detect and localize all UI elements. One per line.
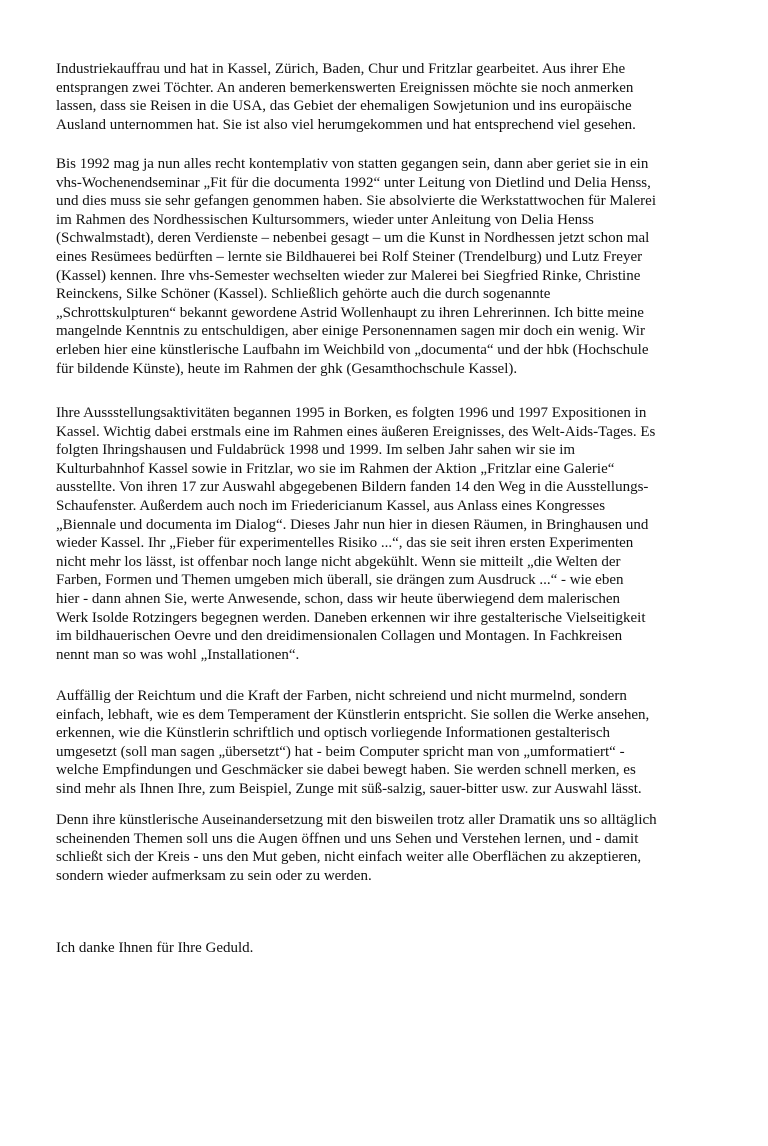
text-line: Bis 1992 mag ja nun alles recht kontemplativ von statten gegangen sein, dann aber geriet sie in ein xyxy=(56,156,649,172)
text-line: Auffällig der Reichtum und die Kraft der Farben, nicht schreiend und nicht murmelnd, sondern xyxy=(56,688,627,704)
text-line: einfach, lebhaft, wie es dem Temperament der Künstlerin entspricht. Sie sollen die Werke ansehen, xyxy=(56,706,650,723)
text-line: „Biennale und documenta im Dialog“. Dieses Jahr nun hier in diesen Räumen, in Bringhausen und xyxy=(56,516,649,533)
text-line: Industriekauffrau und hat in Kassel, Zürich, Baden, Chur und Fritzlar gearbeitet. Aus ihrer Ehe xyxy=(56,61,626,77)
text-line: lassen, dass sie Reisen in die USA, das Gebiet der ehemaligen Sowjetunion und ins europäische xyxy=(56,98,632,115)
closing-text: Ich danke Ihnen für Ihre Geduld. xyxy=(56,940,254,956)
text-line: umgesetzt (soll man sagen „übersetzt“) hat - beim Computer spricht man von „umformatiert“ - xyxy=(56,743,625,760)
text-line: wieder Kassel. Ihr „Fieber für experimentelles Risiko ...“, das sie seit ihren ersten Experimenten xyxy=(56,535,634,552)
text-line: erleben hier eine künstlerische Laufbahn im Weichbild von „documenta“ und der hbk (Hochschule xyxy=(56,341,649,358)
text-line: Denn ihre künstlerische Auseinandersetzung mit den bisweilen trotz aller Dramatik uns so alltäglich xyxy=(56,812,657,828)
text-line: Ihre Aussstellungsaktivitäten begannen 1995 in Borken, es folgten 1996 und 1997 Expositionen in xyxy=(56,405,647,421)
text-line: im Rahmen des Nordhessischen Kultursommers, wieder unter Anleitung von Delia Henss xyxy=(56,211,594,228)
text-line: „Schrottskulpturen“ bekannt gewordene Astrid Wollenhaupt zu ihren Lehrerinnen. Ich bitte meine xyxy=(56,304,644,321)
text-line: nicht mehr los lässt, ist offenbar noch lange nicht abgekühlt. Wenn sie mitteilt „die Welten der xyxy=(56,553,621,570)
text-line: für bildende Künste), heute im Rahmen der ghk (Gesamthochschule Kassel). xyxy=(56,360,518,377)
text-line: Werk Isolde Rotzingers begegnen werden. Daneben erkennen wir ihre gestalterische Vielseitigkeit xyxy=(56,609,646,626)
text-line: Reinckens, Silke Schöner (Kassel). Schließlich gehörte auch die durch sogenannte xyxy=(56,286,551,303)
text-line: mangelnde Kenntnis zu entschuldigen, aber einige Personennamen sagen mir doch ein wenig. Wir xyxy=(56,323,645,340)
text-line: eines Resümees bedürften – lernte sie Bildhauerei bei Rolf Steiner (Trendelburg) und Lutz Freyer xyxy=(56,248,643,265)
text-line: Kulturbahnhof Kassel sowie in Fritzlar, wo sie im Rahmen der Aktion „Fritzlar eine Galerie“ xyxy=(56,460,615,477)
text-line: erkennen, wie die Künstlerin schriftlich und optisch vorliegende Informationen gestalterisch xyxy=(56,725,610,742)
text-line: vhs-Wochenendseminar „Fit für die documenta 1992“ unter Leitung von Dietlind und Delia Henss, xyxy=(56,174,651,191)
text-line: scheinenden Themen soll uns die Augen öffnen und uns Sehen und Verstehen lernen, und - damit xyxy=(56,830,639,847)
text-line: Kassel. Wichtig dabei erstmals eine im Rahmen eines äußeren Ereignisses, des Welt-Aids-Tages. Es xyxy=(56,423,656,440)
text-line: Schaufenster. Außerdem auch noch im Friedericianum Kassel, aus Anlass eines Kongresses xyxy=(56,497,606,514)
text-line: entsprangen zwei Töchter. An anderen bemerkenswerten Ereignissen möchte sie noch anmerken xyxy=(56,79,634,96)
text-line: Ausland unternommen hat. Sie ist also viel herumgekommen und hat entsprechend viel gesehen. xyxy=(56,116,636,133)
text-line: folgten Ihringshausen und Fuldabrück 1998 und 1999. Im selben Jahr sahen wir sie im xyxy=(56,442,576,459)
paragraph-artistic-training xyxy=(56,155,728,378)
text-line: ausstellte. Von ihren 17 zur Auswahl abgegebenen Bildern fanden 14 den Weg in die Ausstellungs- xyxy=(56,479,649,496)
closing-line xyxy=(56,939,728,958)
text-line: schließt sich der Kreis - uns den Mut geben, nicht einfach weiter alle Oberflächen zu akzeptieren, xyxy=(56,849,642,866)
text-line: hier - dann ahnen Sie, werte Anwesende, schon, dass wir heute überwiegend dem malerischen xyxy=(56,590,620,607)
paragraph-colors xyxy=(56,687,728,799)
text-line: im bildhauerischen Oevre und den dreidimensionalen Collagen und Montagen. In Fachkreisen xyxy=(56,628,623,645)
paragraph-exhibitions xyxy=(56,404,728,664)
text-line: (Schwalmstadt), deren Verdienste – nebenbei gesagt – um die Kunst in Nordhessen jetzt schon mal xyxy=(56,230,650,247)
text-line: und dies muss sie sehr gefangen genommen haben. Sie absolvierte die Werkstattwochen für Malerei xyxy=(56,193,657,210)
paragraph-conclusion xyxy=(56,811,728,885)
text-line: sondern wieder aufmerksam zu sein oder zu werden. xyxy=(56,867,372,884)
text-line: sind mehr als Ihnen Ihre, zum Beispiel, Zunge mit süß-salzig, sauer-bitter usw. zur Auswahl lässt. xyxy=(56,780,642,797)
text-line: Farben, Formen und Themen umgeben mich überall, sie drängen zum Ausdruck ...“ - wie eben xyxy=(56,572,624,589)
text-line: nennt man so was wohl „Installationen“. xyxy=(56,646,300,663)
text-line: (Kassel) kennen. Ihre vhs-Semester wechselten wieder zur Malerei bei Siegfried Rinke, Christine xyxy=(56,267,641,284)
text-line: welche Empfindungen und Geschmäcker sie dabei bewegt haben. Sie werden schnell merken, es xyxy=(56,762,636,779)
paragraph-biography-travel xyxy=(56,60,728,134)
